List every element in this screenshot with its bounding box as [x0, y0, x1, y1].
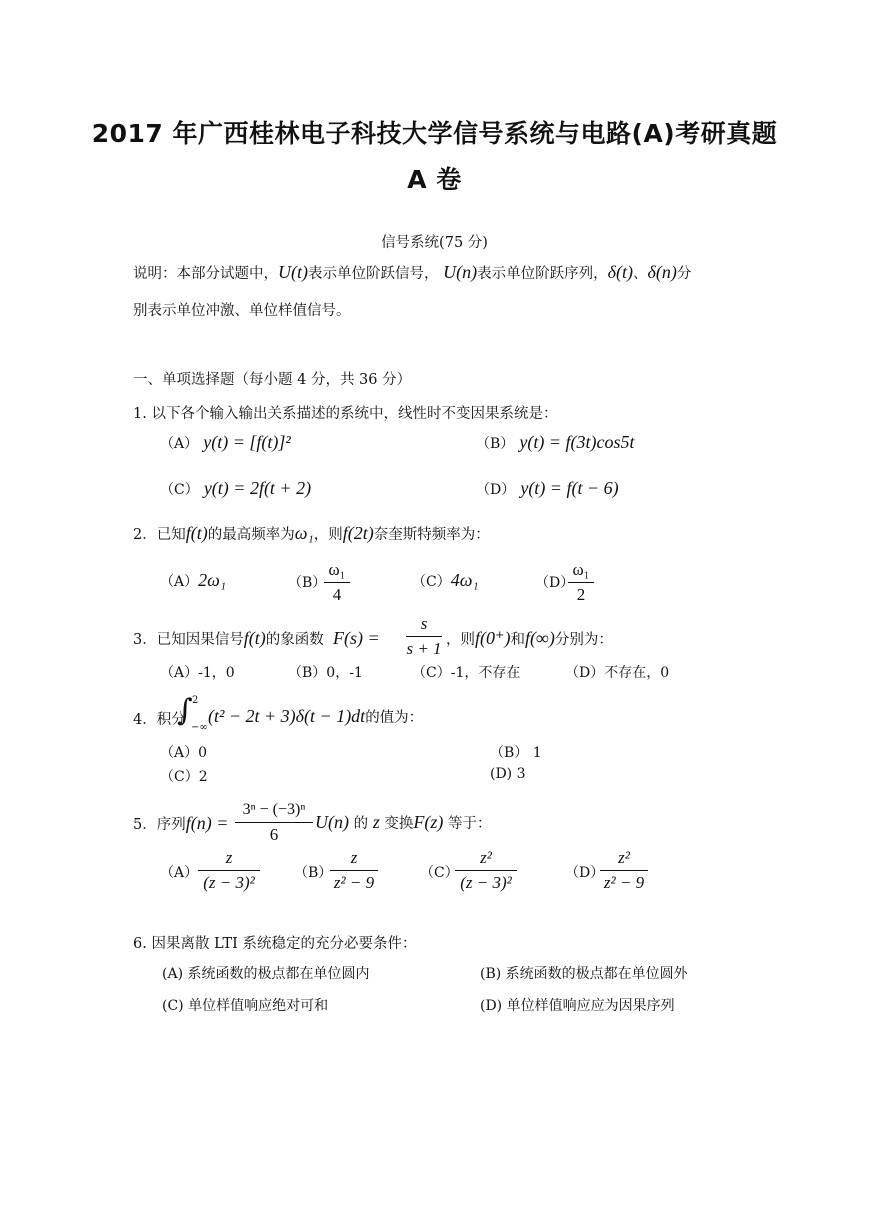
integral-sign: ∫ — [177, 693, 193, 728]
integral-lower: −∞ — [191, 722, 208, 733]
q5-option-c-fraction: z² (z − 3)² — [455, 848, 517, 893]
note-text: 表示单位阶跃序列， — [477, 266, 608, 282]
q1-option-a: （A） y(t) = [f(t)]² — [160, 432, 291, 452]
math-ut: U(t) — [278, 262, 308, 282]
section-heading: 信号系统(75 分) — [381, 235, 488, 251]
q3-option-a: （A）-1，0 — [160, 665, 235, 681]
q5-option-c-label: （C） — [420, 865, 459, 881]
note-line-1 — [133, 262, 691, 283]
question-3-stem-b: ，则f(0⁺)和f(∞)分别为： — [446, 628, 613, 648]
question-5-label: 5．序列f(n) = — [133, 813, 229, 833]
q1-option-c: （C） y(t) = 2f(t + 2) — [160, 478, 312, 498]
q5-option-a-label: （A） — [160, 865, 199, 881]
note-text: 、 — [632, 266, 648, 282]
question-5-stem: U(n) 的 z 变换F(z) 等于： — [315, 812, 492, 832]
note-text: 分 — [676, 266, 692, 282]
q6-option-b: (B) 系统函数的极点都在单位圆外 — [480, 966, 688, 982]
note-text: 表示单位阶跃信号， — [308, 266, 439, 282]
q5-option-d-label: （D） — [565, 865, 605, 881]
q4-option-b: （B） 1 — [490, 745, 542, 761]
q3-option-b: （B）0，-1 — [288, 665, 363, 681]
q1-option-d: （D） y(t) = f(t − 6) — [476, 478, 619, 498]
q4-option-d: (D) 3 — [490, 766, 526, 782]
integral-upper: 2 — [192, 695, 199, 706]
q6-option-c: (C) 单位样值响应绝对可和 — [162, 998, 329, 1014]
q5-option-b-fraction: z z² − 9 — [330, 848, 378, 893]
note-text: 说明：本部分试题中， — [133, 266, 278, 282]
q2-option-d-fraction: ω₁ 2 — [568, 560, 594, 605]
q3-fraction: s s + 1 — [406, 614, 442, 658]
q2-option-b-label: （B） — [288, 575, 327, 591]
q6-option-a: (A) 系统函数的极点都在单位圆内 — [162, 966, 370, 982]
q2-option-b-fraction: ω₁ 4 — [324, 560, 350, 605]
question-4-integrand: (t² − 2t + 3)δ(t − 1)dt的值为： — [208, 706, 424, 726]
q4-option-a: （A）0 — [160, 745, 208, 761]
q3-option-c: （C）-1，不存在 — [412, 665, 521, 681]
question-4-label: 4．积分 — [133, 712, 186, 728]
math-delta-t: δ(t) — [607, 262, 633, 282]
question-3-stem-a: 3．已知因果信号f(t)的象函数 F(s) = — [133, 628, 380, 648]
q5-option-a-fraction: z (z − 3)² — [198, 848, 260, 893]
q2-option-d-label: （D） — [535, 575, 575, 591]
q4-option-c: （C）2 — [160, 769, 208, 785]
math-un: U(n) — [443, 262, 478, 282]
q5-fraction: 3ⁿ − (−3)ⁿ 6 — [235, 800, 313, 845]
question-6-stem: 6. 因果离散 LTI 系统稳定的充分必要条件： — [133, 936, 417, 952]
q5-option-d-fraction: z² z² − 9 — [600, 848, 648, 893]
q2-option-c: （C）4ω₁ — [412, 570, 479, 590]
note-line-2: 别表示单位冲激、单位样值信号。 — [133, 303, 351, 319]
page-title: 2017 年广西桂林电子科技大学信号系统与电路(A)考研真题 — [91, 119, 778, 148]
question-2-stem: 2．已知f(t)的最高频率为ω₁，则f(2t)奈奎斯特频率为： — [133, 523, 490, 543]
question-1-stem: 1. 以下各个输入输出关系描述的系统中，线性时不变因果系统是： — [133, 406, 558, 422]
q3-option-d: （D）不存在，0 — [565, 665, 670, 681]
q5-option-b-label: （B） — [294, 865, 333, 881]
q2-option-a: （A）2ω₁ — [160, 570, 227, 590]
q6-option-d: (D) 单位样值响应应为因果序列 — [480, 998, 675, 1014]
q1-option-b: （B） y(t) = f(3t)cos5t — [476, 432, 635, 452]
math-delta-n: δ(n) — [647, 262, 677, 282]
part-heading: 一、单项选择题（每小题 4 分，共 36 分） — [133, 372, 412, 388]
page-subtitle: A 卷 — [407, 165, 462, 194]
